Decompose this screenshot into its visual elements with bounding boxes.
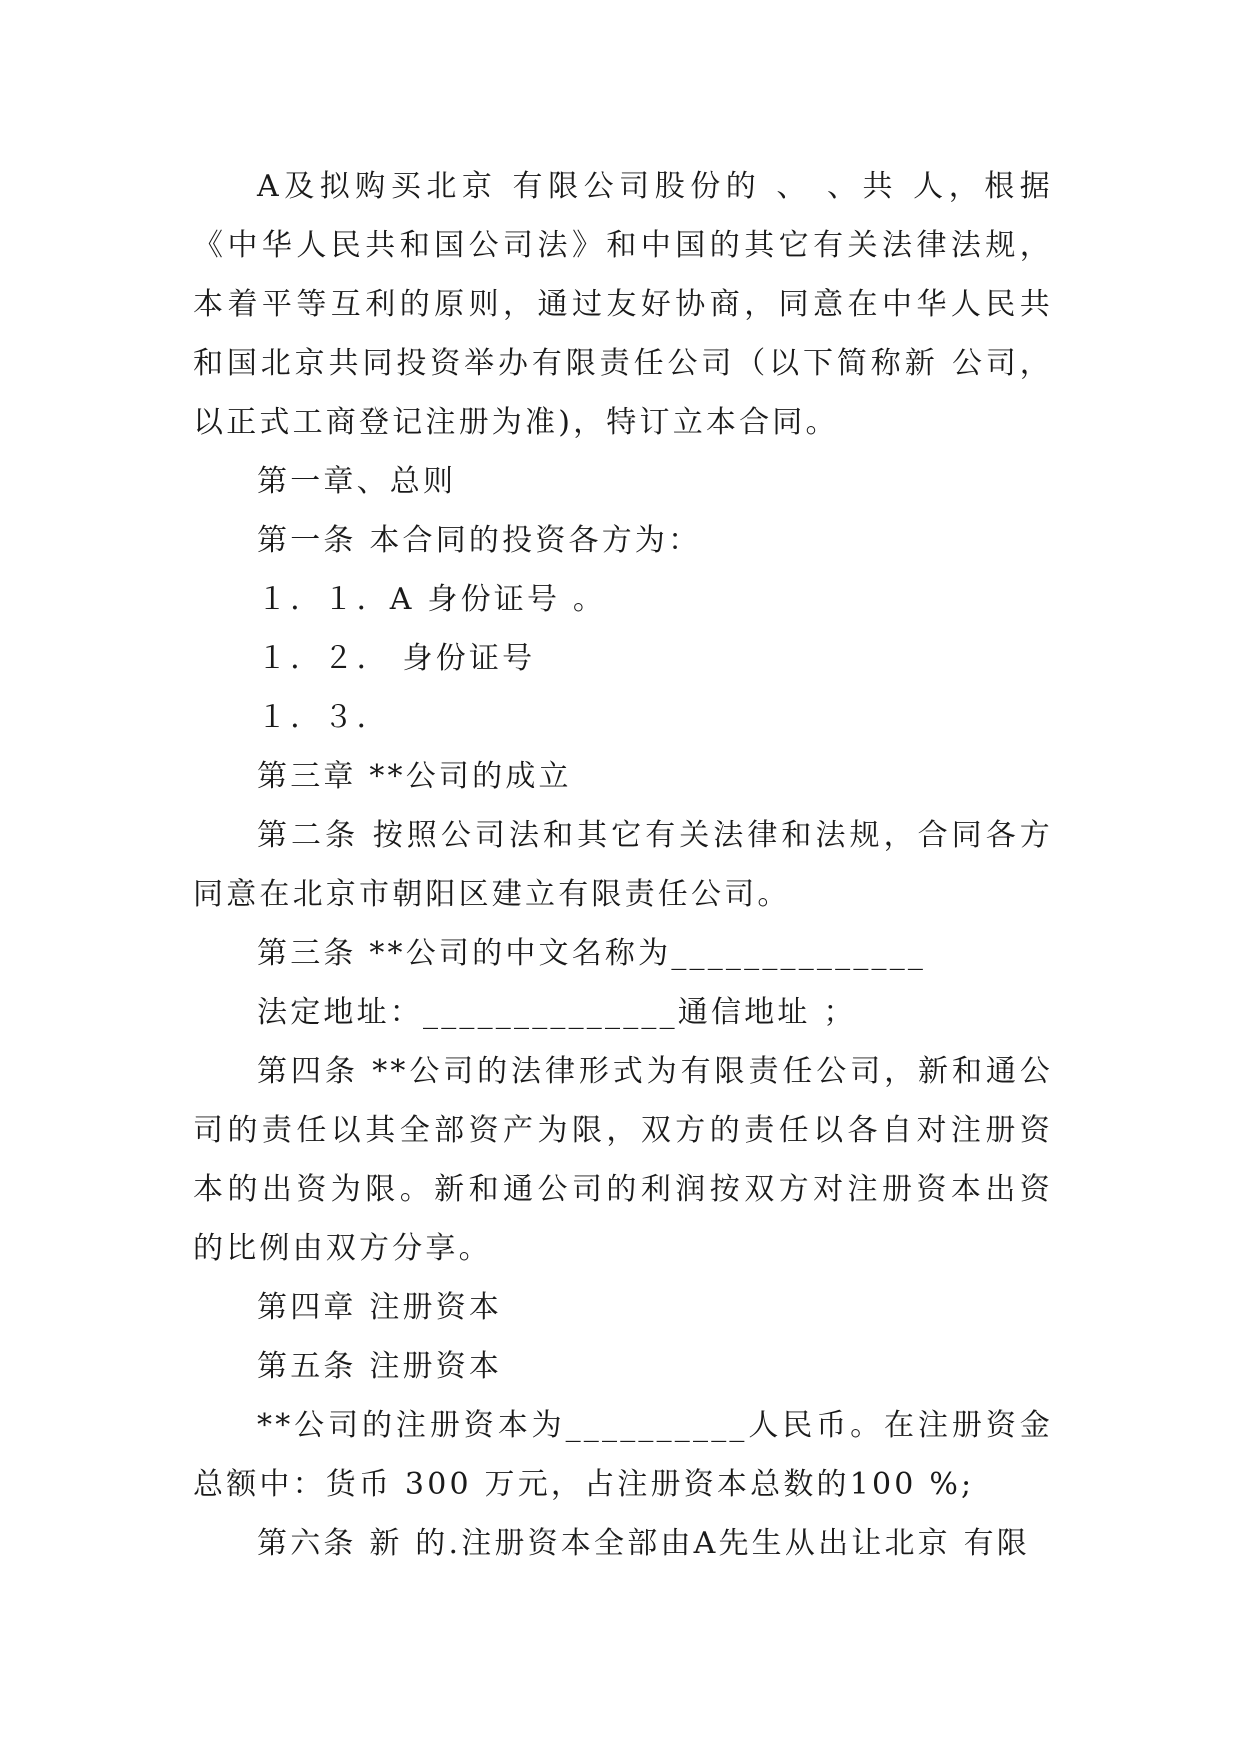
chapter-4-heading: 第四章 注册资本	[257, 1290, 503, 1325]
article-3: 第三条 **公司的中文名称为______________	[257, 936, 927, 971]
document-body	[193, 157, 1053, 1573]
intro-paragraph: A及拟购买北京 有限公司股份的 、 、共 人，根据《中华人民共和国公司法》和中国的其它有关法律法规，本着平等互利的原则，通过友好协商，同意在中华人民共和国北京共同投资举办有限责任公司（以下简称新 公司，以正式工商登记注册为准)，特订立本合同。	[193, 169, 1053, 440]
clause-1-1: １．１．A 身份证号 。	[257, 582, 607, 617]
address-line: 法定地址：______________通信地址 ；	[257, 995, 857, 1030]
article-6: 第六条 新 的.注册资本全部由A先生从出让北京 有限	[257, 1526, 1031, 1561]
chapter-1-heading: 第一章、总则	[257, 464, 457, 499]
clause-1-3: １．３．	[257, 700, 390, 735]
article-2: 第二条 按照公司法和其它有关法律和法规，合同各方同意在北京市朝阳区建立有限责任公司。	[193, 818, 1053, 912]
article-5: 第五条 注册资本	[257, 1349, 503, 1384]
article-1: 第一条 本合同的投资各方为：	[257, 523, 702, 558]
clause-1-2: １．２． 身份证号	[257, 641, 536, 676]
chapter-3-heading: 第三章 **公司的成立	[257, 759, 572, 794]
registered-capital-paragraph: **公司的注册资本为__________人民币。在注册资金总额中：货币 300 万元，占注册资本总数的100 %;	[193, 1408, 1053, 1502]
article-4: 第四条 **公司的法律形式为有限责任公司，新和通公司的责任以其全部资产为限，双方的责任以各自对注册资本的出资为限。新和通公司的利润按双方对注册资本出资的比例由双方分享。	[193, 1054, 1053, 1266]
